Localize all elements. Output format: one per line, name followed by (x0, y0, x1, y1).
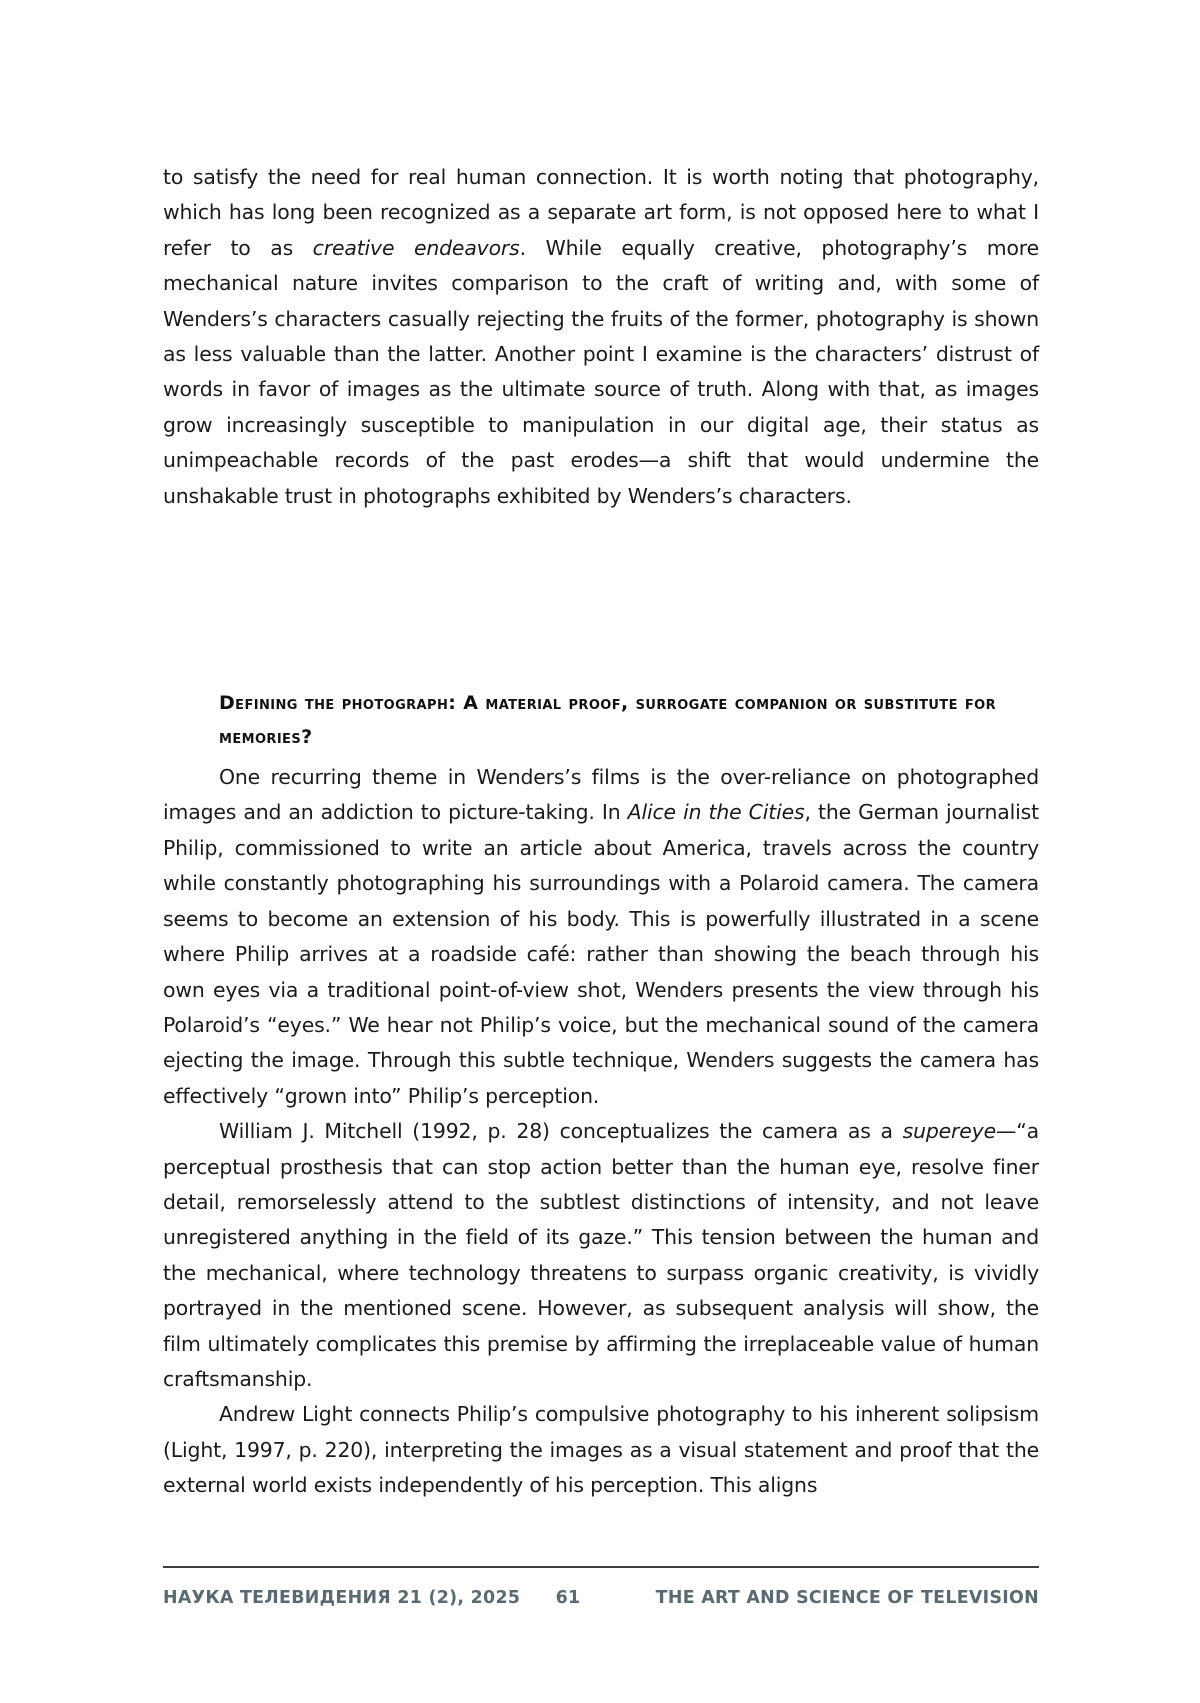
section-heading: Defining the photograph: A material proof, surrogate companion or substitute for memories? (219, 692, 997, 749)
section-spacer (163, 514, 1039, 686)
emphasis-text: creative endeavors (312, 235, 520, 260)
body-text: William J. Mitchell (1992, p. 28) conceptualizes the camera as a (219, 1119, 903, 1144)
footer-journal-en: THE ART AND SCIENCE OF TELEVISION (655, 1588, 1039, 1608)
body-text: —“a perceptual prosthesis that can stop action better than the human eye, resolve finer detail, remorselessly attend to the subtlest distinctions of intensity, and not leave unregistered anything in the field of its gaze.” This tension between the human and the mechanical, where technology threatens to surpass organic creativity, is vividly portrayed in the mentioned scene. However, as subsequent analysis will show, the film ultimately complicates this premise by affirming the irreplaceable value of human craftsmanship. (163, 1119, 1039, 1391)
footer-page-number: 61 (555, 1588, 581, 1608)
paragraph-three (163, 1397, 1039, 1503)
page-footer (163, 1588, 1039, 1608)
intro-paragraph (163, 160, 1039, 514)
body-text: One recurring theme in Wenders’s films is the over-reliance on photographed images and an addiction to picture-taking. In (163, 765, 1039, 825)
page-content (163, 160, 1039, 1504)
paragraph-one (163, 760, 1039, 1114)
footer-journal-ru: НАУКА ТЕЛЕВИДЕНИЯ 21 (2), 2025 (163, 1588, 521, 1608)
body-text: to satisfy the need for real human connection. It is worth noting that photography, which has long been recognized as a separate art form, is not opposed here to what I refer to as (163, 165, 1039, 260)
body-text: . While equally creative, photography’s more mechanical nature invites comparison to the craft of writing and, with some of Wenders’s characters casually rejecting the fruits of the former, photography is shown as less valuable than the latter. Another point I examine is the characters’ distrust of words in favor of images as the ultimate source of truth. Along with that, as images grow increasingly susceptible to manipulation in our digital age, their status as unimpeachable records of the past erodes—a shift that would undermine the unshakable trust in photographs exhibited by Wenders’s characters. (163, 235, 1039, 508)
emphasis-text: Alice in the Cities (627, 800, 805, 825)
body-text: , the German journalist Philip, commissioned to write an article about America, travels across the country while constantly photographing his surroundings with a Polaroid camera. The camera seems to become an extension of his body. This is powerfully illustrated in a scene where Philip arrives at a roadside café: rather than showing the beach through his own eyes via a traditional point-of-view shot, Wenders presents the view through his Polaroid’s “eyes.” We hear not Philip’s voice, but the mechanical sound of the camera ejecting the image. Through this subtle technique, Wenders suggests the camera has effectively “grown into” Philip’s perception. (163, 800, 1039, 1108)
emphasis-text: supereye (902, 1119, 996, 1144)
paragraph-two (163, 1114, 1039, 1397)
body-text: Andrew Light connects Philip’s compulsive photography to his inherent solipsism (Light, 1997, p. 220), interpreting the images as a visual statement and proof that the external world exists independently of his perception. This aligns (163, 1402, 1039, 1498)
footer-divider (163, 1566, 1039, 1568)
